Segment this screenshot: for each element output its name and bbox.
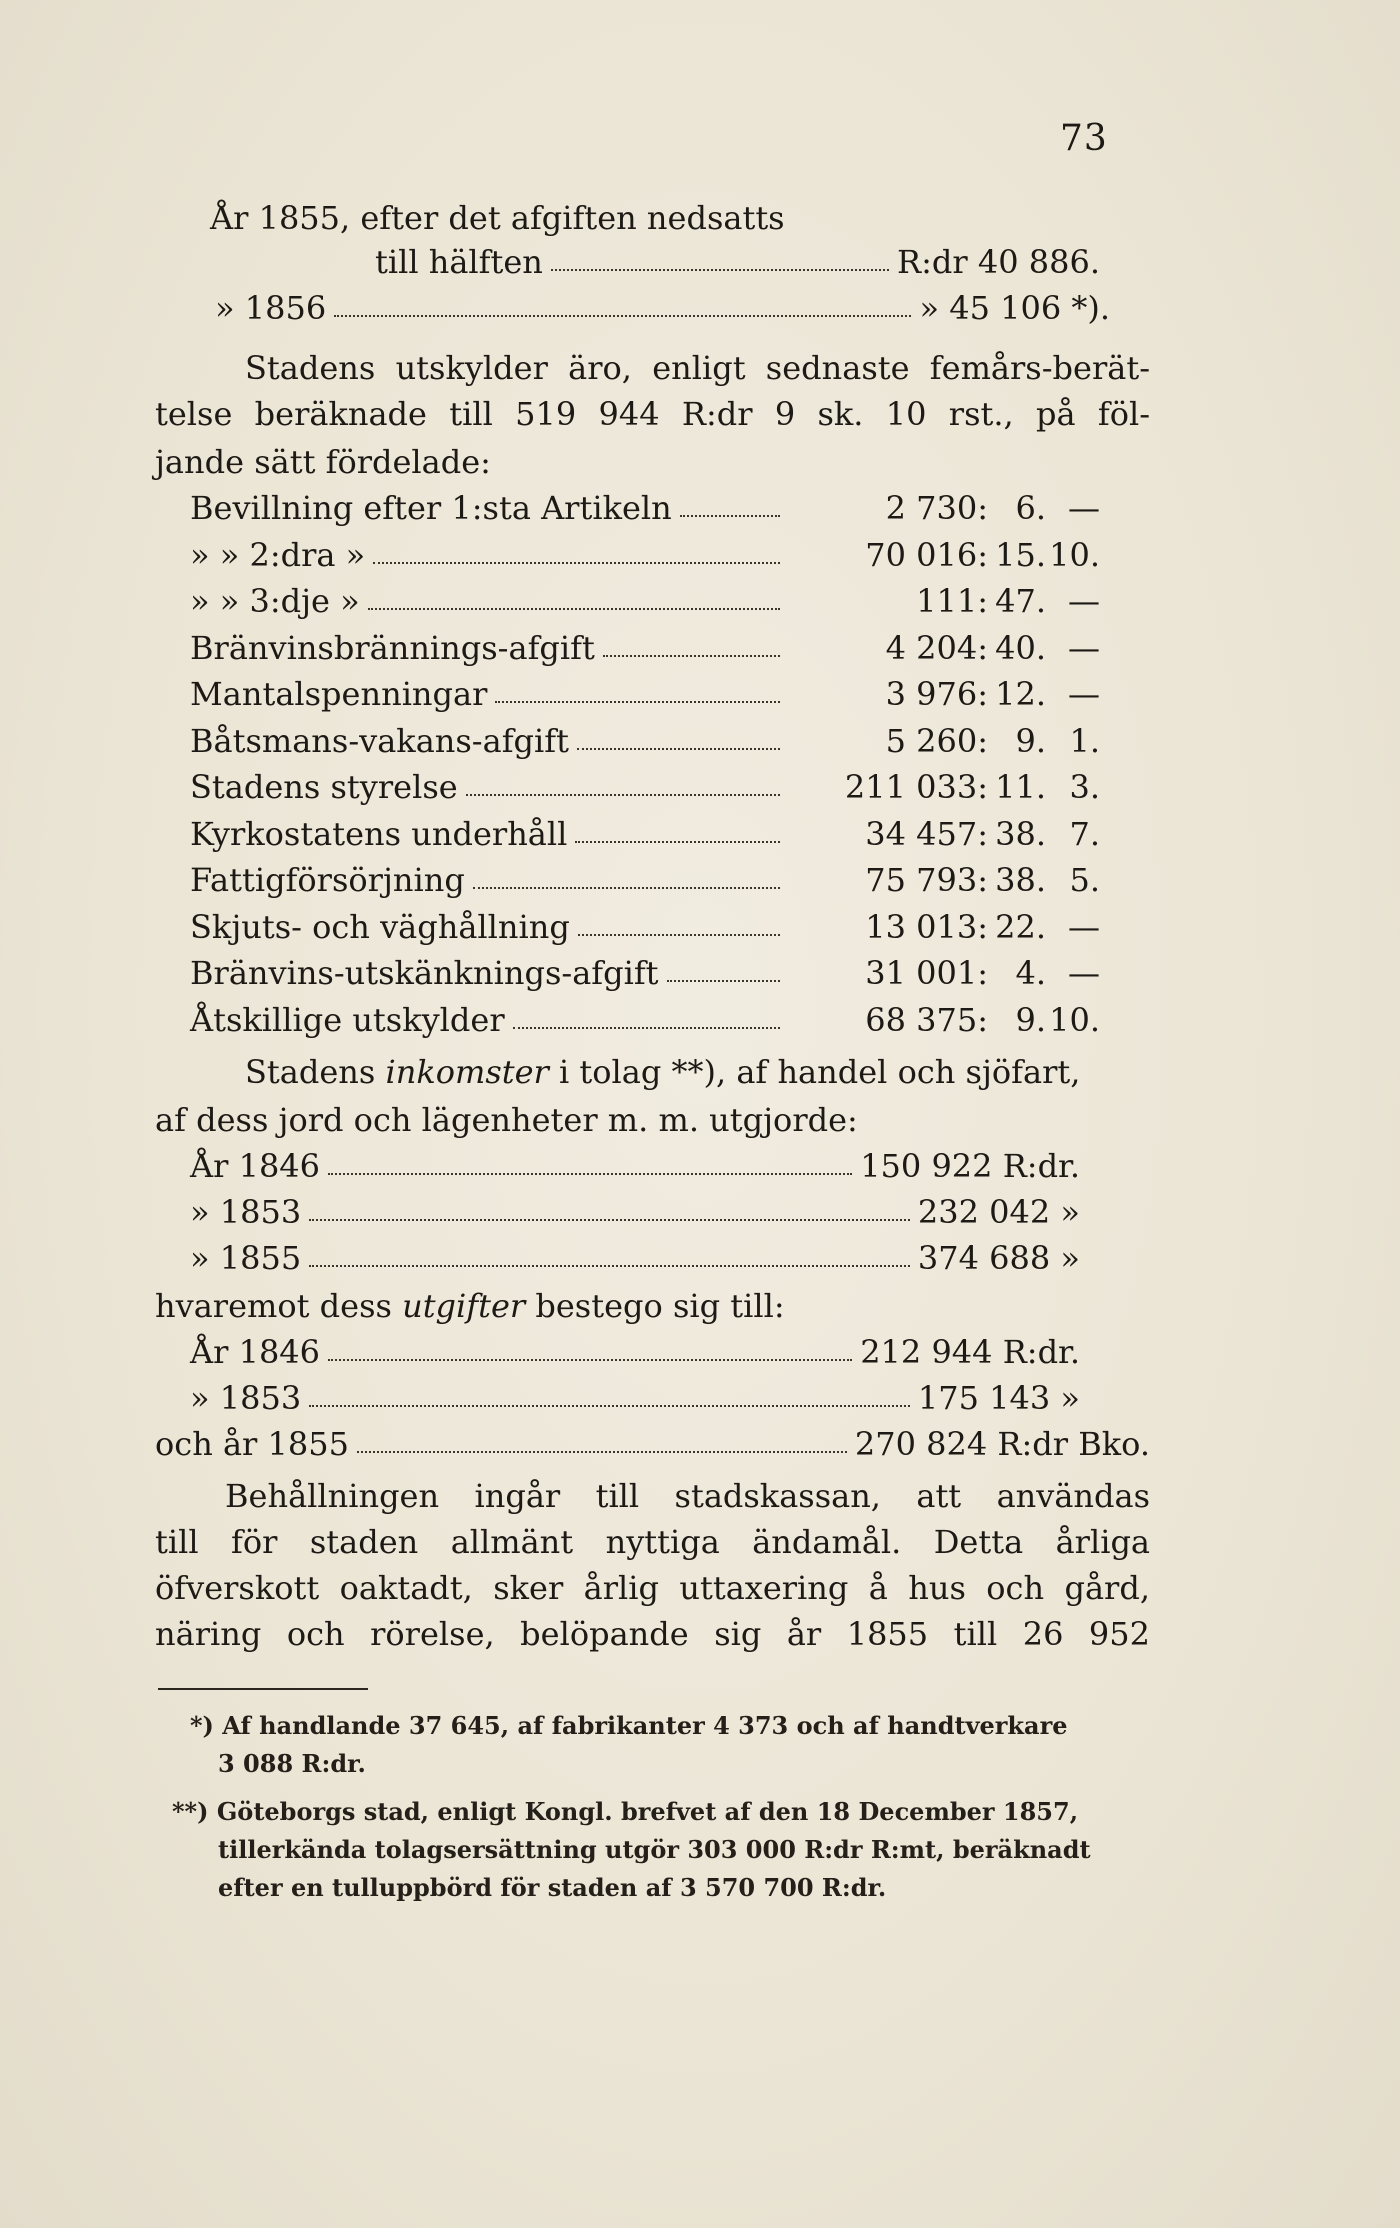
expense-amount: 175 143 » bbox=[917, 1379, 1080, 1417]
row-amount: R:dr 40 886. bbox=[897, 243, 1100, 281]
dot-leader bbox=[466, 794, 780, 796]
intro-text: Stadens bbox=[245, 1053, 386, 1091]
amount-runstycken: 10. bbox=[1049, 535, 1100, 574]
table-row bbox=[190, 533, 1100, 577]
paragraph-line: Stadens utskylder äro, enligt sednaste femårs-berät- bbox=[245, 349, 1150, 387]
dot-leader bbox=[328, 1173, 852, 1175]
dot-leader bbox=[551, 269, 889, 271]
table-row bbox=[190, 905, 1100, 949]
amount-skilling: 15. bbox=[995, 535, 1046, 574]
table-row bbox=[190, 672, 1100, 716]
row-label: » 1856 bbox=[215, 289, 327, 327]
dot-leader bbox=[309, 1219, 910, 1221]
amount-skilling: 38. bbox=[995, 861, 1046, 899]
income-intro-line: af dess jord och lägenheter m. m. utgjorde: bbox=[155, 1101, 858, 1139]
amount-skilling: 47. bbox=[995, 582, 1046, 620]
dot-leader bbox=[578, 934, 780, 936]
amount-skilling: 40. bbox=[995, 628, 1046, 667]
table-row bbox=[190, 1330, 1080, 1374]
intro-emphasis: utgifter bbox=[402, 1287, 526, 1325]
table-row bbox=[190, 998, 1100, 1042]
amount-skilling: 38. bbox=[995, 814, 1046, 853]
row-label: Bevillning efter 1:sta Artikeln bbox=[190, 489, 672, 527]
table-row bbox=[190, 1236, 1080, 1280]
dot-leader bbox=[577, 748, 780, 750]
dot-leader bbox=[575, 841, 780, 843]
amount-riksdaler: 211 033: bbox=[844, 768, 988, 806]
amount-riksdaler: 111: bbox=[916, 582, 988, 620]
row-label: » » 2:dra » bbox=[190, 535, 366, 574]
table-row bbox=[190, 719, 1100, 763]
row-label: » 1855 bbox=[190, 1239, 302, 1277]
row-label: Fattigförsörjning bbox=[190, 861, 465, 899]
row-label: År 1846 bbox=[190, 1333, 321, 1371]
dot-leader bbox=[603, 655, 780, 657]
leader-row bbox=[215, 286, 1110, 330]
amount-riksdaler: 75 793: bbox=[865, 861, 988, 899]
amount-runstycken: — bbox=[1068, 675, 1100, 713]
amount-runstycken: — bbox=[1068, 907, 1100, 946]
dot-leader bbox=[513, 1027, 780, 1029]
row-label: Stadens styrelse bbox=[190, 768, 458, 806]
footnote-2-cont: tillerkända tolagsersättning utgör 303 000 R:dr R:mt, beräknadt bbox=[218, 1835, 1091, 1864]
row-label: Skjuts- och väghållning bbox=[190, 907, 570, 946]
row-amount: » 45 106 *). bbox=[919, 289, 1110, 327]
amount-riksdaler: 5 260: bbox=[885, 721, 988, 760]
table-row bbox=[190, 1376, 1080, 1420]
income-amount: 150 922 R:dr. bbox=[860, 1147, 1080, 1185]
amount-skilling: 6. bbox=[1015, 489, 1046, 527]
row-label: och år 1855 bbox=[155, 1425, 349, 1463]
amount-riksdaler: 31 001: bbox=[865, 954, 988, 992]
dot-leader bbox=[334, 315, 911, 317]
expense-amount: 270 824 R:dr Bko. bbox=[854, 1425, 1150, 1463]
amount-runstycken: 1. bbox=[1069, 721, 1100, 760]
text-line: År 1855, efter det afgiften nedsatts bbox=[210, 199, 785, 237]
paragraph-line: jande sätt fördelade: bbox=[155, 443, 491, 481]
footnote-2: **) Göteborgs stad, enligt Kongl. brefvet af den 18 December 1857, bbox=[172, 1797, 1079, 1826]
paragraph-line: telse beräknade till 519 944 R:dr 9 sk. 10 rst., på föl- bbox=[155, 395, 1150, 433]
row-label: Mantalspenningar bbox=[190, 675, 488, 713]
row-label: Åtskillige utskylder bbox=[190, 1000, 505, 1039]
table-row bbox=[190, 486, 1100, 530]
dot-leader bbox=[357, 1451, 847, 1453]
expense-intro-line bbox=[155, 1284, 785, 1328]
dot-leader bbox=[309, 1265, 910, 1267]
amount-skilling: 22. bbox=[995, 907, 1046, 946]
table-row bbox=[155, 1422, 1150, 1466]
paragraph-line: näring och rörelse, belöpande sig år 1855 till 26 952 bbox=[155, 1615, 1150, 1653]
row-label: Båtsmans-vakans-afgift bbox=[190, 721, 569, 760]
dot-leader bbox=[328, 1359, 852, 1361]
dot-leader bbox=[309, 1405, 910, 1407]
dot-leader bbox=[495, 701, 780, 703]
footnote-1: *) Af handlande 37 645, af fabrikanter 4 373 och af handtverkare bbox=[190, 1711, 1068, 1740]
footnote-2-cont: efter en tulluppbörd för staden af 3 570 700 R:dr. bbox=[218, 1873, 887, 1902]
dot-leader bbox=[680, 515, 780, 517]
row-label: Bränvinsbrännings-afgift bbox=[190, 628, 595, 667]
footnote-1-cont: 3 088 R:dr. bbox=[218, 1749, 366, 1778]
amount-skilling: 9. bbox=[1015, 1000, 1046, 1039]
table-row bbox=[190, 765, 1100, 809]
table-row bbox=[190, 812, 1100, 856]
income-amount: 232 042 » bbox=[917, 1193, 1080, 1231]
amount-runstycken: 3. bbox=[1069, 768, 1100, 806]
amount-runstycken: 5. bbox=[1069, 861, 1100, 899]
amount-runstycken: 10. bbox=[1049, 1000, 1100, 1039]
intro-text: bestego sig till: bbox=[525, 1287, 785, 1325]
amount-riksdaler: 2 730: bbox=[885, 489, 988, 527]
intro-emphasis: inkomster bbox=[385, 1053, 549, 1091]
paragraph-line: öfverskott oaktadt, sker årlig uttaxering å hus och gård, bbox=[155, 1569, 1150, 1607]
row-label: » » 3:dje » bbox=[190, 582, 360, 620]
amount-runstycken: — bbox=[1068, 954, 1100, 992]
page-number: 73 bbox=[1060, 118, 1108, 159]
amount-runstycken: — bbox=[1068, 489, 1100, 527]
amount-riksdaler: 3 976: bbox=[885, 675, 988, 713]
footnote-rule bbox=[158, 1688, 368, 1690]
dot-leader bbox=[473, 887, 780, 889]
intro-text: hvaremot dess bbox=[155, 1287, 403, 1325]
amount-runstycken: 7. bbox=[1069, 814, 1100, 853]
expense-amount: 212 944 R:dr. bbox=[860, 1333, 1080, 1371]
row-label: Kyrkostatens underhåll bbox=[190, 814, 568, 853]
table-row bbox=[190, 626, 1100, 670]
income-amount: 374 688 » bbox=[917, 1239, 1080, 1277]
amount-skilling: 4. bbox=[1015, 954, 1046, 992]
amount-riksdaler: 70 016: bbox=[865, 535, 988, 574]
row-label: » 1853 bbox=[190, 1193, 302, 1231]
dot-leader bbox=[368, 608, 780, 610]
amount-skilling: 12. bbox=[995, 675, 1046, 713]
table-row bbox=[190, 1144, 1080, 1188]
row-label: Bränvins-utskänknings-afgift bbox=[190, 954, 659, 992]
table-row bbox=[190, 951, 1100, 995]
income-intro-line bbox=[245, 1050, 1150, 1094]
table-row bbox=[190, 858, 1100, 902]
table-row bbox=[190, 1190, 1080, 1234]
dot-leader bbox=[373, 562, 780, 564]
amount-riksdaler: 4 204: bbox=[885, 628, 988, 667]
leader-row bbox=[375, 240, 1100, 284]
amount-riksdaler: 68 375: bbox=[865, 1000, 988, 1039]
paragraph-line: Behållningen ingår till stadskassan, att användas bbox=[225, 1477, 1150, 1515]
row-label: År 1846 bbox=[190, 1147, 321, 1185]
table-row bbox=[190, 579, 1100, 623]
amount-runstycken: — bbox=[1068, 628, 1100, 667]
amount-riksdaler: 34 457: bbox=[865, 814, 988, 853]
amount-skilling: 11. bbox=[995, 768, 1046, 806]
row-label: » 1853 bbox=[190, 1379, 302, 1417]
row-label: till hälften bbox=[375, 243, 543, 281]
amount-riksdaler: 13 013: bbox=[865, 907, 988, 946]
intro-text: i tolag **), af handel och sjöfart, bbox=[548, 1053, 1081, 1091]
dot-leader bbox=[667, 980, 780, 982]
amount-skilling: 9. bbox=[1015, 721, 1046, 760]
paragraph-line: till för staden allmänt nyttiga ändamål. Detta årliga bbox=[155, 1523, 1150, 1561]
amount-runstycken: — bbox=[1068, 582, 1100, 620]
